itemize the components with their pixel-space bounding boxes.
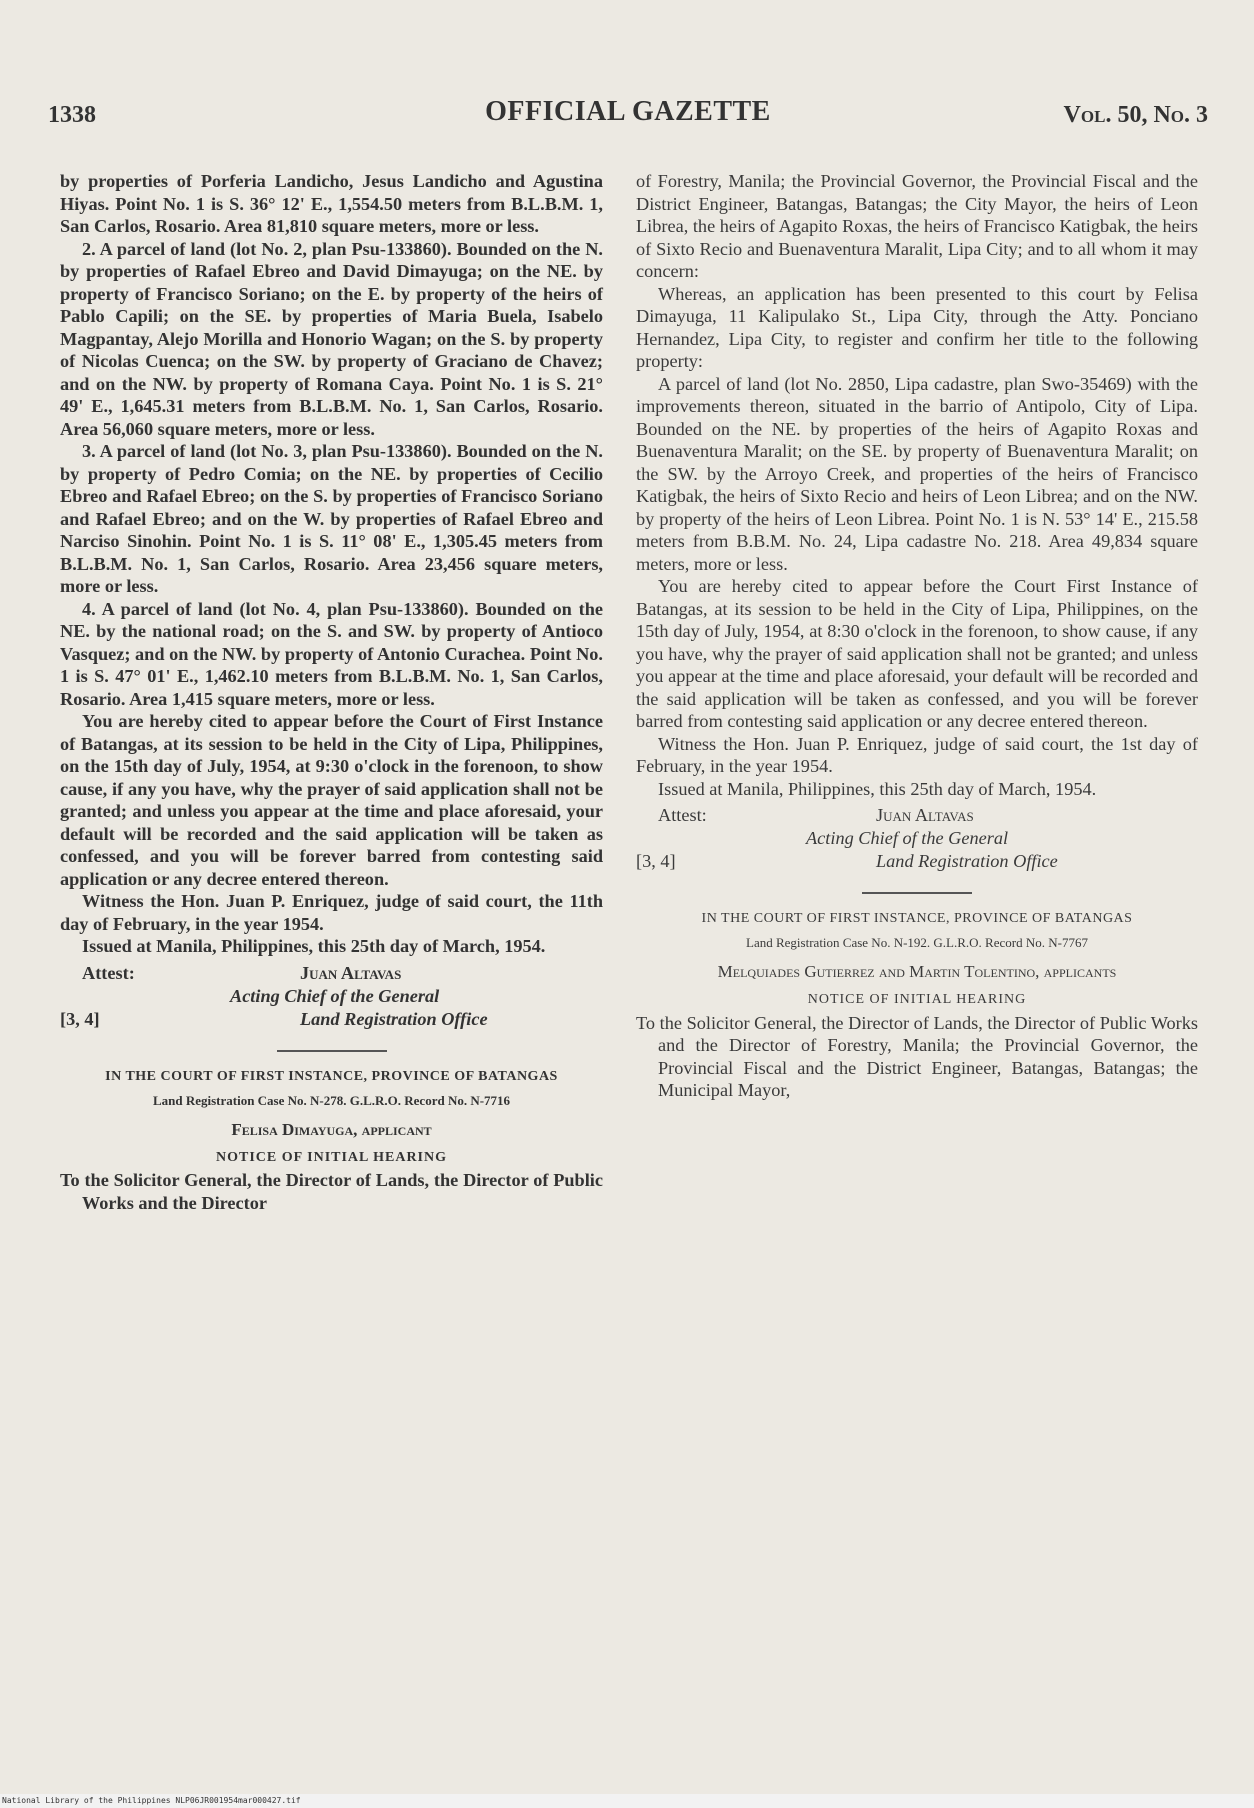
issue-number: [3, 4]: [636, 851, 676, 871]
signer-name: Juan Altavas: [300, 962, 402, 983]
paragraph: 3. A parcel of land (lot No. 3, plan Psu-133860). Bounded on the N. by property of Pedro Comia; on the NE. by properties of Cecilio Ebreo and Rafael Ebreo; on the S. by properties of Francisco Soriano and Rafael Ebreo; and on the W. by properties of Rafael Ebreo and Narciso Sinohin. Point No. 1 is S. 11° 08' E., 1,305.45 meters from B.L.B.M. No. 1, San Carlos, Rosario. Area 23,456 square meters, more or less.: [60, 441, 603, 596]
volume-number: Vol. 50, No. 3: [1063, 102, 1208, 128]
left-column: [60, 170, 603, 1214]
issue-number: [3, 4]: [60, 1008, 100, 1029]
applicant-name: Felisa Dimayuga, applicant: [231, 1119, 432, 1139]
addressee: To the Solicitor General, the Director of Lands, the Director of Public Works and the Director: [60, 1170, 603, 1213]
divider: [277, 1050, 387, 1052]
paragraph: by properties of Porferia Landicho, Jesus Landicho and Agustina Hiyas. Point No. 1 is S. 36° 12' E., 1,554.50 meters from B.L.B.M. 1, San Carlos, Rosario. Area 81,810 square meters, more or less.: [60, 171, 603, 236]
scan-footer: National Library of the Philippines NLP06JR001954mar000427.tif: [0, 1794, 1254, 1808]
attest-label: Attest:: [82, 962, 135, 983]
attest-label: Attest:: [658, 805, 707, 825]
paragraph: 4. A parcel of land (lot No. 4, plan Psu-133860). Bounded on the NE. by the national road; on the S. and SW. by property of Antioco Vasquez; and on the NW. by property of Antonio Curachea. Point No. 1 is S. 47° 01' E., 1,462.10 meters from B.L.B.M. No. 1, San Carlos, Rosario. Area 1,415 square meters, more or less.: [60, 598, 603, 709]
court-heading: IN THE COURT OF FIRST INSTANCE, PROVINCE OF BATANGAS: [701, 911, 1133, 926]
paragraph: Witness the Hon. Juan P. Enriquez, judge of said court, the 1st day of February, in the year 1954.: [636, 733, 1198, 776]
paragraph: A parcel of land (lot No. 2850, Lipa cadastre, plan Swo-35469) with the improvements thereon, situated in the barrio of Antipolo, City of Lipa. Bounded on the NE. by properties of the heirs of Agapito Roxas and Buenaventura Maralit; on the SE. by property of Buenaventura Maralit; on the SW. by the Arroyo Creek, and properties of the heirs of Francisco Katigbak, the heirs of Sixto Recio and heirs of Leon Librea; and on the NW. by property of the heirs of Leon Librea. Point No. 1 is N. 53° 14' E., 215.58 meters from B.B.M. No. 24, Lipa cadastre No. 218. Area 49,834 square meters, more or less.: [636, 373, 1198, 574]
paragraph: 2. A parcel of land (lot No. 2, plan Psu-133860). Bounded on the N. by properties of Rafael Ebreo and David Dimayuga; on the NE. by property of Francisco Soriano; on the E. by property of the heirs of Pablo Capili; on the SE. by properties of Maria Buela, Isabelo Magpantay, Alejo Morilla and Honorio Wagan; on the S. by property of Nicolas Cuenca; on the SW. by property of Graciano de Chavez; and on the NW. by property of Romana Caya. Point No. 1 is S. 21° 49' E., 1,645.31 meters from B.L.B.M. No. 1, San Carlos, Rosario. Area 56,060 square meters, more or less.: [60, 238, 603, 439]
notice-heading: NOTICE OF INITIAL HEARING: [215, 1149, 448, 1165]
paragraph: You are hereby cited to appear before the Court First Instance of Batangas, at its session to be held in the City of Lipa, Philippines, on the 15th day of July, 1954, at 8:30 o'clock in the forenoon, to show cause, if any you have, why the prayer of said application shall not be granted; and unless you appear at the time and place aforesaid, your default will be recorded and the said application will be taken as confessed, and you will be forever barred from contesting said application or any decree entered thereon.: [636, 576, 1198, 731]
signer-office: Land Registration Office: [300, 1008, 488, 1029]
notice-heading: NOTICE OF INITIAL HEARING: [807, 992, 1027, 1007]
signature-block: [636, 804, 1198, 874]
paragraph: Issued at Manila, Philippines, this 25th day of March, 1954.: [82, 936, 546, 956]
paragraph: of Forestry, Manila; the Provincial Governor, the Provincial Fiscal and the District Engineer, Batangas, Batangas; the City Mayor, the heirs of Leon Librea, the heirs of Agapito Roxas, the heirs of Francisco Katigbak, the heirs of Sixto Recio and Buenaventura Maralit, Lipa City; and to all whom it may concern:: [636, 171, 1198, 281]
paragraph: You are hereby cited to appear before the Court of First Instance of Batangas, at its session to be held in the City of Lipa, Philippines, on the 15th day of July, 1954, at 9:30 o'clock in the forenoon, to show cause, if any you have, why the prayer of said application shall not be granted; and unless you appear at the time and place aforesaid, your default will be recorded and the said application will be taken as confessed, and you will be forever barred from contesting said application or any decree entered thereon.: [60, 711, 603, 889]
right-column: [636, 170, 1198, 1102]
divider: [862, 892, 972, 894]
addressee: To the Solicitor General, the Director of Lands, the Director of Public Works and the Director of Forestry, Manila; the Provincial Governor, the Provincial Fiscal and the District Engineer, Batangas, Batangas; the Municipal Mayor,: [636, 1012, 1198, 1100]
paragraph: Whereas, an application has been presented to this court by Felisa Dimayuga, 11 Kalipulako St., Lipa City, through the Atty. Ponciano Hernandez, Lipa City, to register and confirm her title to the following property:: [636, 283, 1198, 371]
paragraph: Witness the Hon. Juan P. Enriquez, judge of said court, the 11th day of February, in the year 1954.: [60, 891, 603, 934]
signature-block: [60, 962, 603, 1032]
signer-office: Land Registration Office: [876, 851, 1058, 871]
court-heading: IN THE COURT OF FIRST INSTANCE, PROVINCE OF BATANGAS: [105, 1068, 558, 1084]
page-header: [48, 96, 1208, 144]
case-record: Land Registration Case No. N-192. G.L.R.O. Record No. N-7767: [746, 935, 1088, 950]
publication-title: OFFICIAL GAZETTE: [485, 96, 771, 127]
paragraph: Issued at Manila, Philippines, this 25th day of March, 1954.: [658, 778, 1097, 799]
applicant-name: Melquiades Gutierrez and Martin Tolentino, applicants: [717, 962, 1117, 981]
signer-title: Acting Chief of the General: [230, 985, 440, 1006]
page-number: 1338: [48, 102, 96, 128]
signer-title: Acting Chief of the General: [806, 828, 1009, 848]
signer-name: Juan Altavas: [876, 805, 974, 825]
case-record: Land Registration Case No. N-278. G.L.R.O. Record No. N-7716: [152, 1092, 511, 1108]
